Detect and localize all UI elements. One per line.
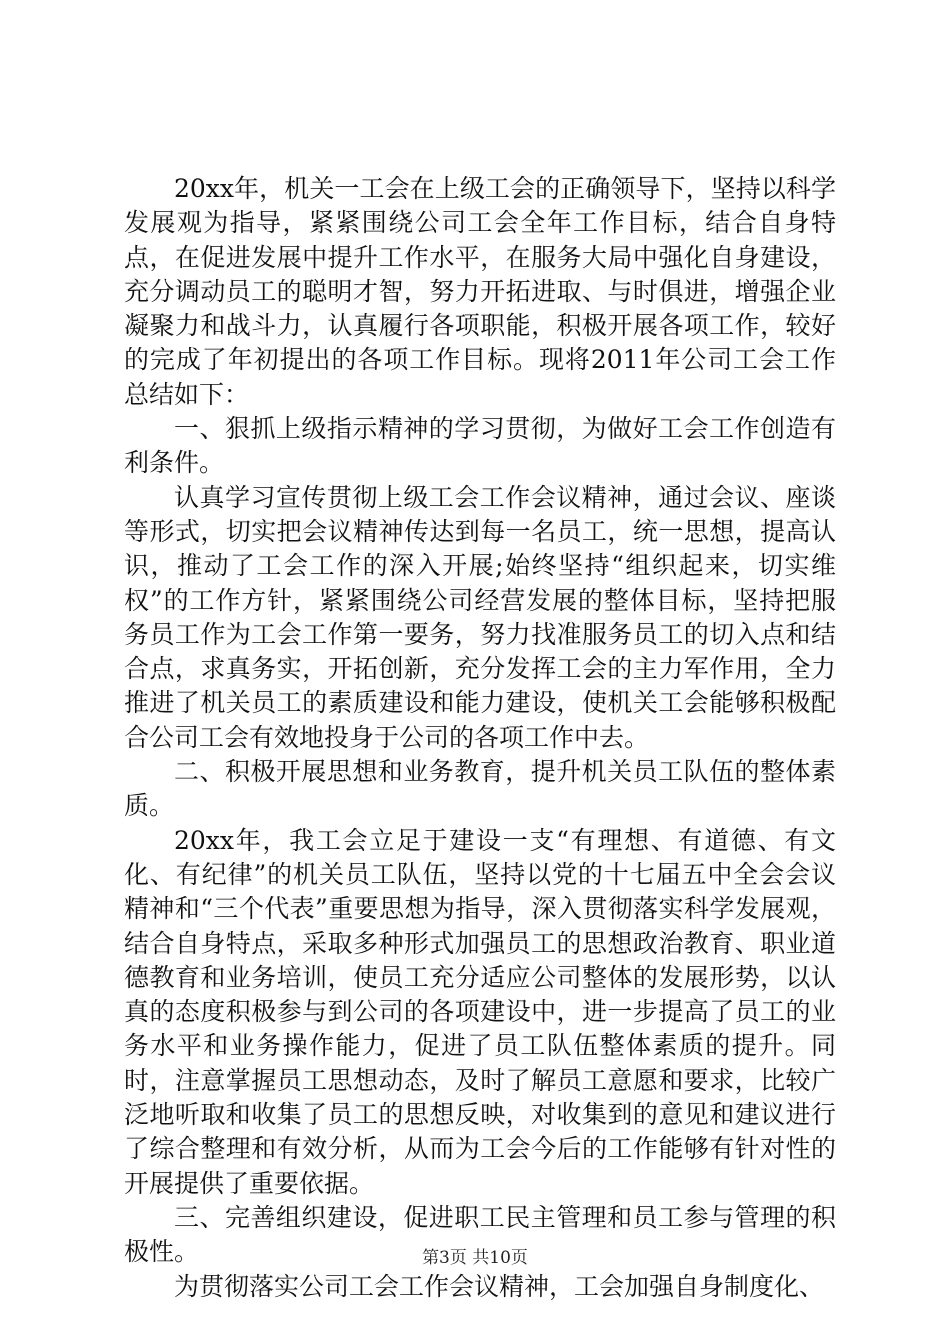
section-heading-2: 二、积极开展思想和业务教育，提升机关员工队伍的整体素质。 [124, 757, 836, 821]
paragraph-section-1: 认真学习宣传贯彻上级工会工作会议精神，通过会议、座谈等形式，切实把会议精神传达到每一名员工，统一思想，提高认识，推动了工会工作的深入开展;始终坚持“组织起来，切实维权”的工作方针，紧紧围绕公司经营发展的整体目标，坚持把服务员工作为工会工作第一要务，努力找准服务员工的切入点和结合点，求真务实，开拓创新，充分发挥工会的主力军作用，全力推进了机关员工的素质建设和能力建设，使机关工会能够积极配合公司工会有效地投身于公司的各项工作中去。 [124, 482, 836, 752]
section-heading-3: 三、完善组织建设，促进职工民主管理和员工参与管理的积极性。 [124, 1202, 836, 1267]
paragraph-intro: 20xx年，机关一工会在上级工会的正确领导下，坚持以科学发展观为指导，紧紧围绕公司工会全年工作目标，结合自身特点，在促进发展中提升工作水平，在服务大局中强化自身建设，充分调动员工的聪明才智，努力开拓进取、与时俱进，增强企业凝聚力和战斗力，认真履行各项职能，积极开展各项工作，较好的完成了年初提出的各项工作目标。现将2011年公司工会工作总结如下： [124, 174, 836, 409]
paragraph-section-2: 20xx年，我工会立足于建设一支“有理想、有道德、有文化、有纪律”的机关员工队伍，坚持以党的十七届五中全会会议精神和“三个代表”重要思想为指导，深入贯彻落实科学发展观，结合自身特点，采取多种形式加强员工的思想政治教育、职业道德教育和业务培训，使员工充分适应公司整体的发展形势，以认真的态度积极参与到公司的各项建设中，进一步提高了员工的业务水平和业务操作能力，促进了员工队伍整体素质的提升。同时，注意掌握员工思想动态，及时了解员工意愿和要求，比较广泛地听取和收集了员工的思想反映，对收集到的意见和建议进行了综合整理和有效分析，从而为工会今后的工作能够有针对性的开展提供了重要依据。 [124, 825, 836, 1198]
document-body [124, 172, 836, 1304]
page-number-footer: 第3页 共10页 [422, 1248, 528, 1268]
paragraph-section-3: 为贯彻落实公司工会工作会议精神，工会加强自身制度化、 [174, 1271, 825, 1301]
section-heading-1: 一、狠抓上级指示精神的学习贯彻，为做好工会工作创造有利条件。 [124, 414, 836, 478]
